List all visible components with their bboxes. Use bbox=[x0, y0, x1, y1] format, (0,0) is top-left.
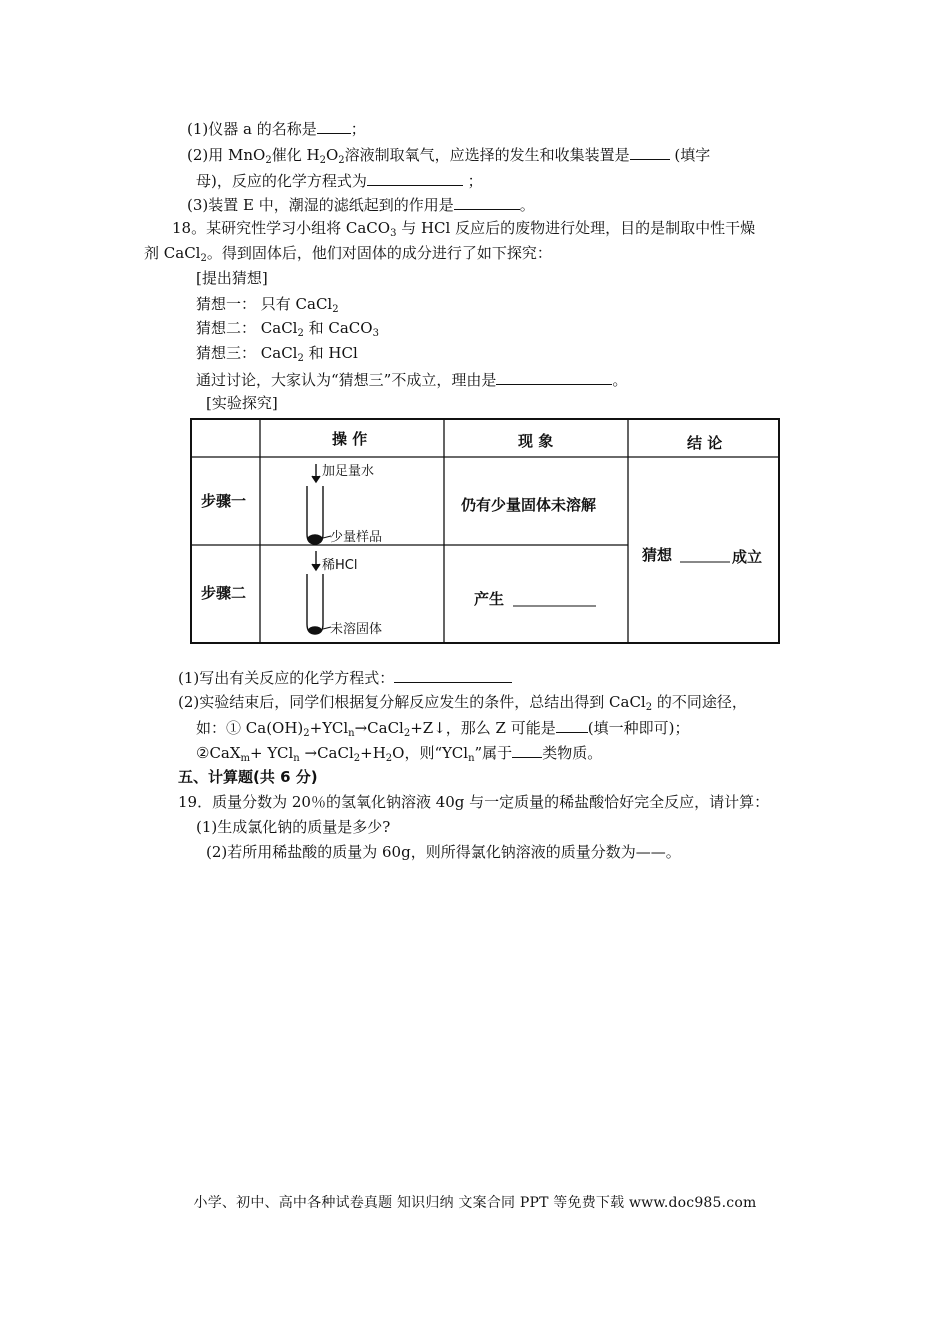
hypothesis-heading: [提出猜想] bbox=[196, 269, 268, 287]
experiment-table bbox=[190, 418, 780, 644]
answer-blank[interactable] bbox=[454, 194, 520, 210]
q17-part3: (3)装置 E 中，潮湿的滤纸起到的作用是 。 bbox=[187, 196, 535, 214]
q17-part1: (1)仪器 a 的名称是 ； bbox=[187, 120, 366, 138]
header-operation: 操 作 bbox=[332, 430, 368, 448]
step-2-label: 步骤二 bbox=[201, 584, 247, 602]
discussion-line: 通过讨论，大家认为“猜想三”不成立，理由是 。 bbox=[196, 371, 628, 389]
q18-sub2: (2)实验结束后，同学们根据复分解反应发生的条件，总结出得到 CaCl$_2$ 的不同途径， bbox=[178, 693, 747, 713]
header-conclusion: 结 论 bbox=[687, 434, 723, 452]
page-footer: 小学、初中、高中各种试卷真题 知识归纳 文案合同 PPT 等免费下载 www.doc985.com bbox=[193, 1195, 757, 1211]
answer-blank[interactable] bbox=[556, 717, 588, 733]
q17-part2: (2)用 MnO$_2$催化 $H_2O_2$溶液制取氧气，应选择的发生和收集装置是 (填字 bbox=[187, 146, 711, 166]
q17-part2-cont: 母)，反应的化学方程式为 ； bbox=[196, 172, 483, 190]
op1-reagent-label: 加足量水 bbox=[322, 464, 375, 479]
q19-part2: (2)若所用稀盐酸的质量为 60g，则所得氯化钠溶液的质量分数为——。 bbox=[206, 843, 681, 861]
q18-intro-line2: 剂 CaCl$_2$。得到固体后，他们对固体的成分进行了如下探究： bbox=[144, 244, 552, 264]
answer-blank[interactable] bbox=[317, 118, 351, 134]
header-phenomenon: 现 象 bbox=[518, 432, 554, 450]
answer-blank[interactable] bbox=[512, 742, 542, 758]
answer-blank[interactable] bbox=[496, 369, 612, 385]
hypothesis-2: 猜想二： CaCl$_2$ 和 CaCO$_3$ bbox=[196, 319, 379, 339]
conclusion-prefix: 猜想 bbox=[642, 546, 673, 564]
q19-part1: (1)生成氯化钠的质量是多少? bbox=[196, 818, 391, 836]
conclusion-suffix: 成立 bbox=[732, 548, 763, 566]
op2-sample-label: 未溶固体 bbox=[330, 622, 383, 637]
section-title: 五、计算题(共 6 分) bbox=[178, 768, 318, 786]
experiment-heading: [实验探究] bbox=[206, 394, 278, 412]
phenomenon-2: 产生 bbox=[474, 590, 505, 608]
phenomenon-1: 仍有少量固体未溶解 bbox=[461, 496, 597, 514]
answer-blank[interactable] bbox=[630, 144, 670, 160]
step-1-label: 步骤一 bbox=[201, 492, 247, 510]
q18-sub1: (1)写出有关反应的化学方程式： bbox=[178, 667, 512, 688]
op1-sample-label: 少量样品 bbox=[330, 530, 383, 545]
answer-blank[interactable] bbox=[367, 170, 463, 186]
q19-stem: 19．质量分数为 20％的氢氧化钠溶液 40g 与一定质量的稀盐酸恰好完全反应，请计算： bbox=[178, 793, 770, 811]
q18-sub2-example1: 如：① $Ca(OH)_2+YCl_n\to CaCl_2+Z↓$，那么 Z 可能是 (填一种即可)； bbox=[196, 719, 690, 739]
hypothesis-3: 猜想三： CaCl$_2$ 和 HCl bbox=[196, 344, 358, 364]
q18-sub2-example2: ②CaX$_m$+ $YCl_n \to CaCl_2+H_2O$，则“YCl$_n$”属于 类物质。 bbox=[196, 744, 603, 764]
op2-reagent-label: 稀HCl bbox=[322, 558, 358, 573]
hypothesis-1: 猜想一： 只有 CaCl$_2$ bbox=[196, 295, 339, 315]
answer-blank[interactable] bbox=[394, 667, 512, 683]
q18-intro-line1: 18。某研究性学习小组将 CaCO$_3$ 与 HCl 反应后的废物进行处理，目的是制取中性干燥 bbox=[172, 219, 756, 239]
